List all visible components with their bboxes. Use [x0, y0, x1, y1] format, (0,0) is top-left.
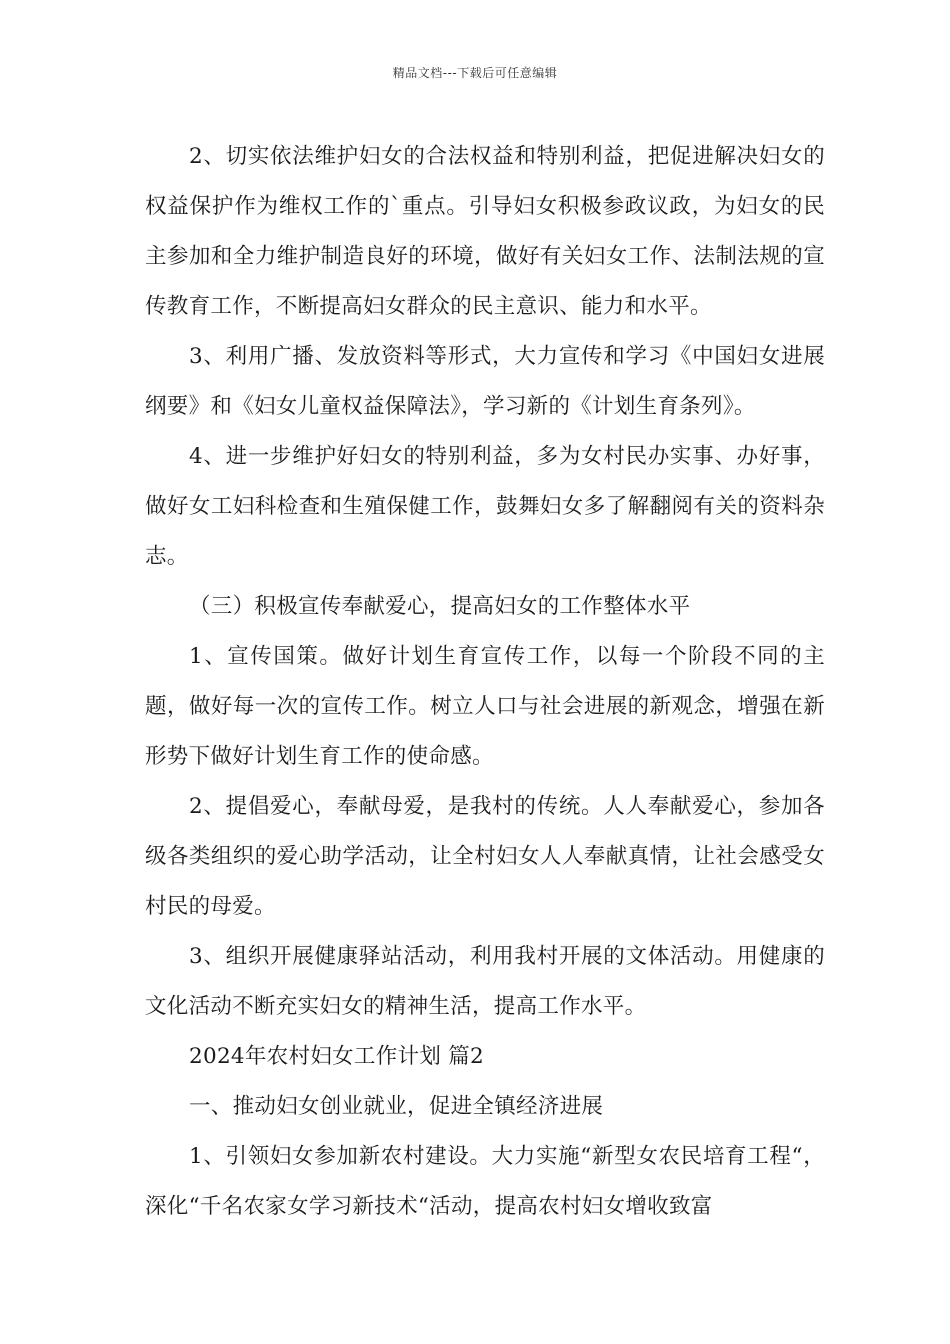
document-body: [145, 132, 825, 1232]
section-heading-2: 一、推动妇女创业就业，促进全镇经济进展: [189, 1094, 604, 1119]
paragraph-4: 1、宣传国策。做好计划生育宣传工作，以每一个阶段不同的主题，做好每一次的宣传工作。树立人口与社会进展的新观念，增强在新形势下做好计划生育工作的使命感。: [145, 644, 825, 769]
paragraph-6: 3、组织开展健康驿站活动，利用我村开展的文体活动。用健康的文化活动不断充实妇女的精神生活，提高工作水平。: [145, 944, 825, 1019]
page-header: 精品文档---下载后可任意编辑: [392, 66, 558, 80]
paragraph-1: 2、切实依法维护妇女的合法权益和特别利益，把促进解决妇女的权益保护作为维权工作的`重点。引导妇女积极参政议政，为妇女的民主参加和全力维护制造良好的环境，做好有关妇女工作、法制法规的宣传教育工作，不断提高妇女群众的民主意识、能力和水平。: [145, 144, 825, 319]
paragraph-7: 1、引领妇女参加新农村建设。大力实施“新型女农民培育工程“，深化“千名农家女学习新技术“活动，提高农村妇女增收致富: [145, 1144, 825, 1219]
paragraph-5: 2、提倡爱心，奉献母爱，是我村的传统。人人奉献爱心，参加各级各类组织的爱心助学活动，让全村妇女人人奉献真情，让社会感受女村民的母爱。: [145, 794, 825, 919]
paragraph-2: 3、利用广播、发放资料等形式，大力宣传和学习《中国妇女进展纲要》和《妇女儿童权益保障法》，学习新的《计划生育条列》。: [145, 344, 825, 419]
section-heading: （三）积极宣传奉献爱心，提高妇女的工作整体水平: [189, 594, 691, 619]
paragraph-3: 4、进一步维护好妇女的特别利益，多为女村民办实事、办好事，做好女工妇科检查和生殖保健工作，鼓舞妇女多了解翻阅有关的资料杂志。: [145, 444, 825, 569]
document-title: 2024年农村妇女工作计划 篇2: [189, 1044, 485, 1069]
